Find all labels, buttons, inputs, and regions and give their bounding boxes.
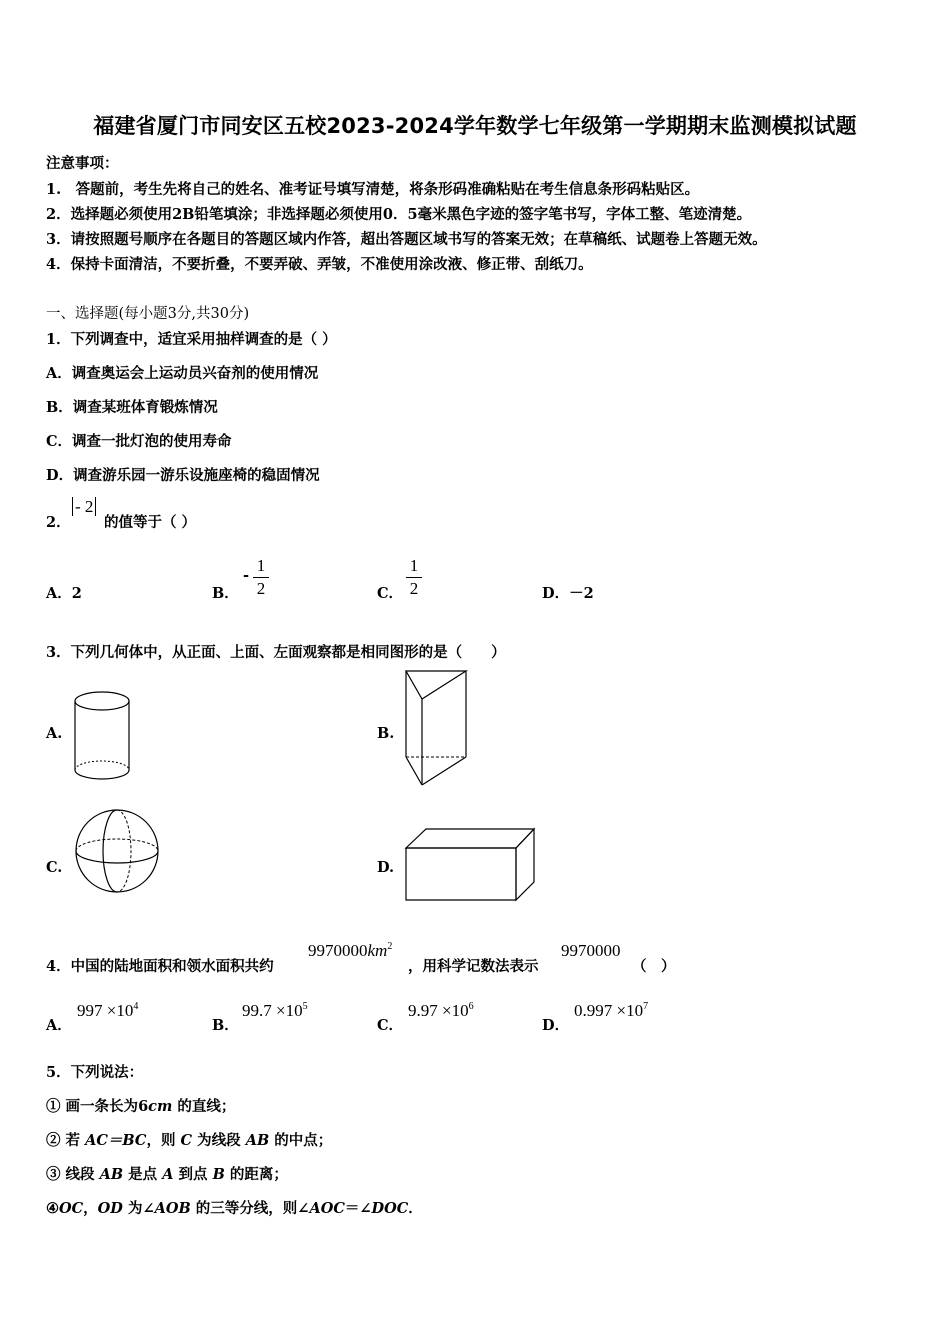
q4-stem-a: 4．中国的陆地面积和领水面积共约 (46, 958, 274, 975)
q5-s1-number: 6 (138, 1098, 149, 1115)
notice-item-4: 4．保持卡面清洁，不要折叠，不要弄破、弄皱，不准使用涂改液、修正带、刮纸刀。 (46, 256, 593, 273)
q5-statement-4 (46, 1197, 423, 1218)
q5-s4-angle-aoc: AOC (309, 1200, 345, 1217)
q2-option-b-fraction (253, 556, 269, 599)
q4-option-a-label: A． (46, 1017, 72, 1034)
q5-s1-text-a: ① 画一条长为 (46, 1098, 139, 1115)
q5-s4-angle-aob: AOB (154, 1200, 191, 1217)
q1-option-b: B．调查某班体育锻炼情况 (46, 399, 218, 416)
page-title: 福建省厦门市同安区五校2023-2024学年数学七年级第一学期期末监测模拟试题 (93, 114, 857, 138)
q2-abs-expression (72, 497, 96, 517)
q5-s4-angle-doc: DOC (371, 1200, 409, 1217)
q4-option-c-base: 9.97 ×10 (408, 1001, 469, 1020)
q4-option-d-base: 0.997 ×10 (574, 1001, 644, 1020)
q5-s4-ray-oc: OC (59, 1200, 84, 1217)
triangular-prism-figure (402, 669, 472, 789)
q5-s4-text-i: ＝∠ (344, 1200, 372, 1217)
q2-option-c-label: C． (377, 585, 404, 602)
q2-option-b-numerator: 1 (256, 556, 266, 575)
q5-s3-text-e: 到点 (173, 1166, 213, 1183)
q4-option-d (574, 1001, 648, 1021)
q1-stem: 1．下列调查中，适宜采用抽样调查的是（ ） (46, 331, 337, 348)
q4-option-b-label: B． (212, 1017, 239, 1034)
q5-s4-period: ． (408, 1200, 423, 1217)
q2-option-b-label: B． (212, 585, 239, 602)
q4-value2: 9970000 (561, 941, 621, 960)
q5-stem: 5．下列说法： (46, 1064, 144, 1081)
q4-option-b-base: 99.7 ×10 (242, 1001, 303, 1020)
q2-option-b-sign: - (243, 567, 250, 584)
q5-s2-segment-ab: AB (245, 1132, 270, 1149)
q2-option-b-denominator: 2 (256, 579, 266, 598)
q5-s4-marker: ④ (46, 1200, 59, 1217)
q5-s1-text-b: 的直线； (172, 1098, 236, 1115)
q4-stem-c: （ ） (632, 958, 676, 975)
q3-option-b-label: B. (377, 725, 395, 742)
q5-s3-point-b: B (212, 1166, 225, 1183)
q4-area-unit: km (367, 941, 388, 960)
q4-option-d-exponent: 7 (643, 1001, 649, 1012)
q3-stem: 3．下列几何体中，从正面、上面、左面观察都是相同图形的是（ ） (46, 644, 506, 661)
q4-option-a (77, 1001, 138, 1021)
q5-s2-point-c: C (180, 1132, 193, 1149)
q5-s1-unit: cm (148, 1098, 173, 1115)
notice-item-3: 3．请按照题号顺序在各题目的答题区域内作答，超出答题区域书写的答案无效；在草稿纸、试题卷上答题无效。 (46, 231, 767, 248)
q4-option-d-label: D． (542, 1017, 570, 1034)
q2-number: 2． (46, 514, 71, 531)
q5-s3-text-a: ③ 线段 (46, 1166, 100, 1183)
q1-option-c: C．调查一批灯泡的使用寿命 (46, 433, 232, 450)
q1-option-a: A．调查奥运会上运动员兴奋剂的使用情况 (46, 365, 319, 382)
q5-s3-segment-ab: AB (99, 1166, 124, 1183)
q1-option-d: D．调查游乐园一游乐设施座椅的稳固情况 (46, 467, 320, 484)
q3-option-a-label: A. (46, 725, 63, 742)
notice-item-2: 2．选择题必须使用2B铅笔填涂；非选择题必须使用0．5毫米黑色字迹的签字笔书写，字体工整、笔迹清楚。 (46, 206, 752, 223)
q2-option-c-numerator: 1 (409, 556, 419, 575)
q5-s4-text-g: 的三等分线，则∠ (190, 1200, 310, 1217)
q2-option-c-fraction (406, 556, 422, 599)
q5-s2-text-f: 的中点； (269, 1132, 333, 1149)
q4-area-number: 9970000 (308, 941, 368, 960)
cylinder-figure (74, 690, 134, 788)
sphere-figure (74, 808, 164, 898)
q4-option-b (242, 1001, 308, 1021)
q4-option-b-exponent: 5 (302, 1001, 308, 1012)
q2-stem-tail: 的值等于（ ） (104, 514, 197, 531)
q5-s3-point-a: A (162, 1166, 174, 1183)
q4-area-value (308, 941, 392, 961)
q3-option-d-label: D. (377, 859, 395, 876)
q5-s2-text-d: 为线段 (192, 1132, 246, 1149)
q4-option-a-exponent: 4 (133, 1001, 139, 1012)
notice-item-1: 1. 答题前，考生先将自己的姓名、准考证号填写清楚，将条形码准确粘贴在考生信息条形码粘贴区。 (46, 181, 700, 198)
q5-s3-text-c: 是点 (123, 1166, 163, 1183)
q2-abs-value: - 2 (72, 497, 96, 516)
q5-statement-2 (46, 1129, 332, 1150)
q4-area-unit-exponent: 2 (387, 941, 393, 952)
q5-statement-3 (46, 1163, 288, 1184)
q3-option-c-label: C. (46, 859, 63, 876)
q2-option-a: A．2 (46, 585, 82, 602)
q5-s4-ray-od: OD (97, 1200, 123, 1217)
notice-heading: 注意事项： (46, 155, 119, 172)
q4-stem-b: ，用科学记数法表示 (408, 958, 539, 975)
q2-option-d: D．－2 (542, 585, 594, 602)
q5-s4-text-e: 为∠ (122, 1200, 155, 1217)
q4-option-c-exponent: 6 (468, 1001, 474, 1012)
q4-option-a-base: 997 ×10 (77, 1001, 134, 1020)
q5-s3-text-g: 的距离； (224, 1166, 288, 1183)
q2-option-c-denominator: 2 (409, 579, 419, 598)
cuboid-figure (404, 826, 536, 904)
section-heading: 一、选择题(每小题3分,共30分) (46, 306, 250, 322)
q4-option-c (408, 1001, 474, 1021)
q5-s2-text-a: ② 若 (46, 1132, 86, 1149)
q5-s4-comma: ， (83, 1200, 98, 1217)
q5-statement-1 (46, 1095, 235, 1116)
q5-s2-text-b: ，则 (146, 1132, 181, 1149)
q4-option-c-label: C． (377, 1017, 404, 1034)
q5-s2-equation: AC＝BC (85, 1132, 147, 1149)
